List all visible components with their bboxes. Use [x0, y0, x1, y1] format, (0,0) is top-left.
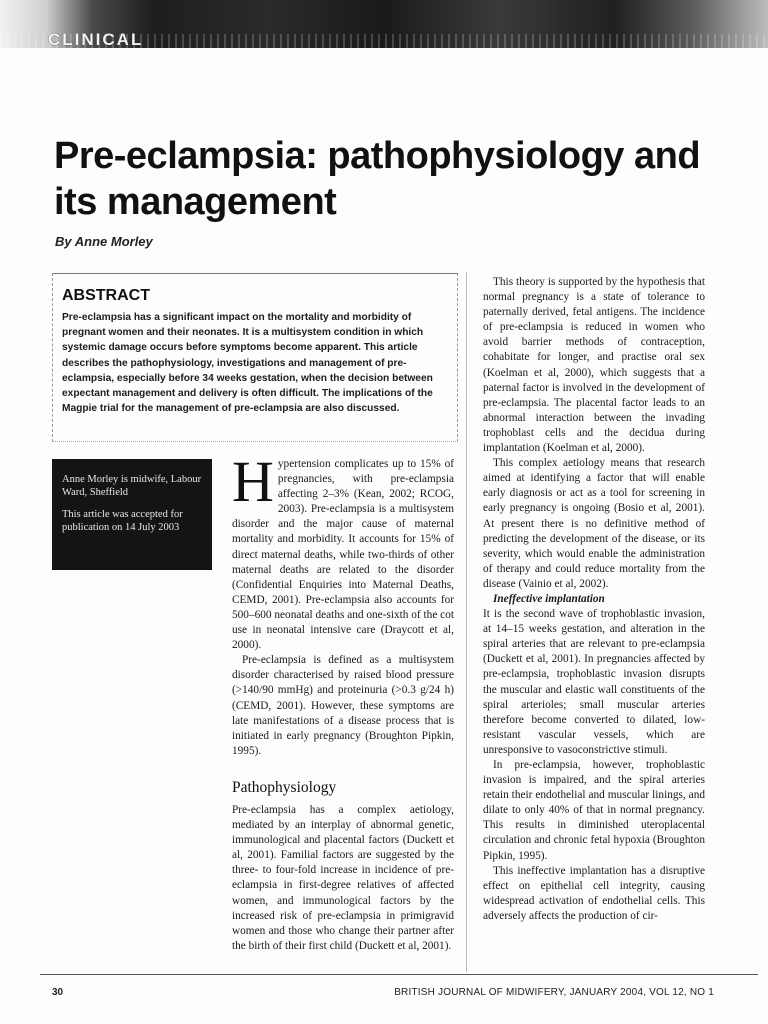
body-paragraph: In pre-eclampsia, however, trophoblastic invasion is impaired, and the spiral arteries retain their endothelial and muscular linings, and dilate to only 40% of that in normal pregnancy. This results in diminished uteroplacental circulation and chronic fetal hypoxia (Broughton Pipkin, 1995). [483, 759, 705, 862]
page-number: 30 [52, 987, 64, 998]
journal-citation: BRITISH JOURNAL OF MIDWIFERY, JANUARY 2004, VOL 12, NO 1 [394, 987, 714, 998]
body-paragraph: ypertension complicates up to 15% of pregnancies, with pre-eclampsia affecting 2–3% (Kean, 2002; RCOG, 2003). Pre-eclampsia is a multisystem disorder and the major cause of maternal mortality and morbidity. It accounts for 15% of direct maternal deaths, while two-thirds of other maternal deaths are related to the disorder (Confidential Enquiries into Maternal Deaths, CEMD, 2001). Pre-eclampsia also accounts for 500–600 neonatal deaths and one-sixth of the cot use in neonatal intensive care (Draycott et al, 2000). [232, 458, 454, 652]
abstract-text: Pre-eclampsia has a significant impact on the mortality and morbidity of pregnant women and their neonates. It is a multisystem condition in which systemic damage occurs before symptoms become apparent. This article describes the pathophysiology, investigations and management of pre-eclampsia, especially before 34 weeks gestation, when the decision between expectant management and delivery is often difficult. The implications of the Magpie trial for the management of pre-eclampsia are also discussed. [62, 312, 433, 415]
author-info-box [52, 459, 212, 570]
section-label: CLINICAL [48, 30, 144, 49]
subsection-heading: Ineffective implantation [493, 592, 605, 605]
footer-rule [40, 974, 758, 975]
body-paragraph: This ineffective implantation has a disruptive effect on epithelial cell integrity, causing widespread activation of endothelial cells. This adversely affects the production of cir- [483, 864, 705, 922]
article-title: Pre-eclampsia: pathophysiology and its management [54, 135, 701, 223]
body-paragraph: Pre-eclampsia is defined as a multisystem disorder characterised by raised blood pressure (>140/90 mmHg) and proteinuria (>0.3 g/24 h) (CEMD, 2001). However, these symptoms are late manifestations of a disease process that is initiated in early pregnancy (Broughton Pipkin, 1995). [232, 654, 454, 757]
section-heading: Pathophysiology [232, 778, 337, 796]
author-affiliation: Anne Morley is midwife, Labour Ward, Sheffield [62, 474, 202, 498]
right-column [483, 275, 705, 924]
body-paragraph: It is the second wave of trophoblastic invasion, at 14–15 weeks gestation, and alteration in the spiral arteries that are relevant to pre-eclampsia (Duckett et al, 2001). In pregnancies affected by pre-eclampsia, trophoblastic invasion disrupts the muscular and elastic wall constituents of the spiral arterioles; small muscular arteries therefore become converted to dilated, low-resistant vascular vessels, which are unresponsive to vasoconstrictive stimuli. [483, 608, 705, 756]
acceptance-note: This article was accepted for publication on 14 July 2003 [62, 509, 183, 533]
byline: By Anne Morley [55, 234, 153, 249]
drop-cap: H [232, 449, 274, 514]
body-paragraph: Pre-eclampsia has a complex aetiology, mediated by an interplay of abnormal genetic, immunological and placental factors (Duckett et al, 2001). Familial factors are suggested by the three- to four-fold increase in incidence of pre-eclampsia in first-degree relatives of affected women, and immunological factors by the increased risk of pre-eclampsia in primigravid women and those who change their partner after the birth of their first child (Duckett et al, 2001). [232, 803, 454, 952]
abstract-heading: ABSTRACT [62, 287, 150, 304]
body-paragraph: This complex aetiology means that research aimed at identifying a factor that will enable early diagnosis or act as a tool for screening in early pregnancy is ongoing (Bosio et al, 2001). At present there is no definitive method of predicting the development of the disease, or its severity, which would enable the administration of therapy and could reduce mortality from the disease (Vainio et al, 2002). [483, 457, 705, 590]
body-paragraph: This theory is supported by the hypothesis that normal pregnancy is a state of tolerance to paternally derived, fetal antigens. The incidence of pre-eclampsia is reduced in women who avoid barrier methods of contraception, cohabitate for longer, and practise oral sex (Koelman et al, 2000), which suggests that a paternal factor is involved in the development of pre-eclampsia. The placental factor leads to an abnormal interaction between the invading trophoblast cells and the decidua during implantation (Koelman et al, 2000). [483, 276, 705, 455]
column-divider [466, 272, 467, 972]
middle-column [232, 449, 454, 954]
